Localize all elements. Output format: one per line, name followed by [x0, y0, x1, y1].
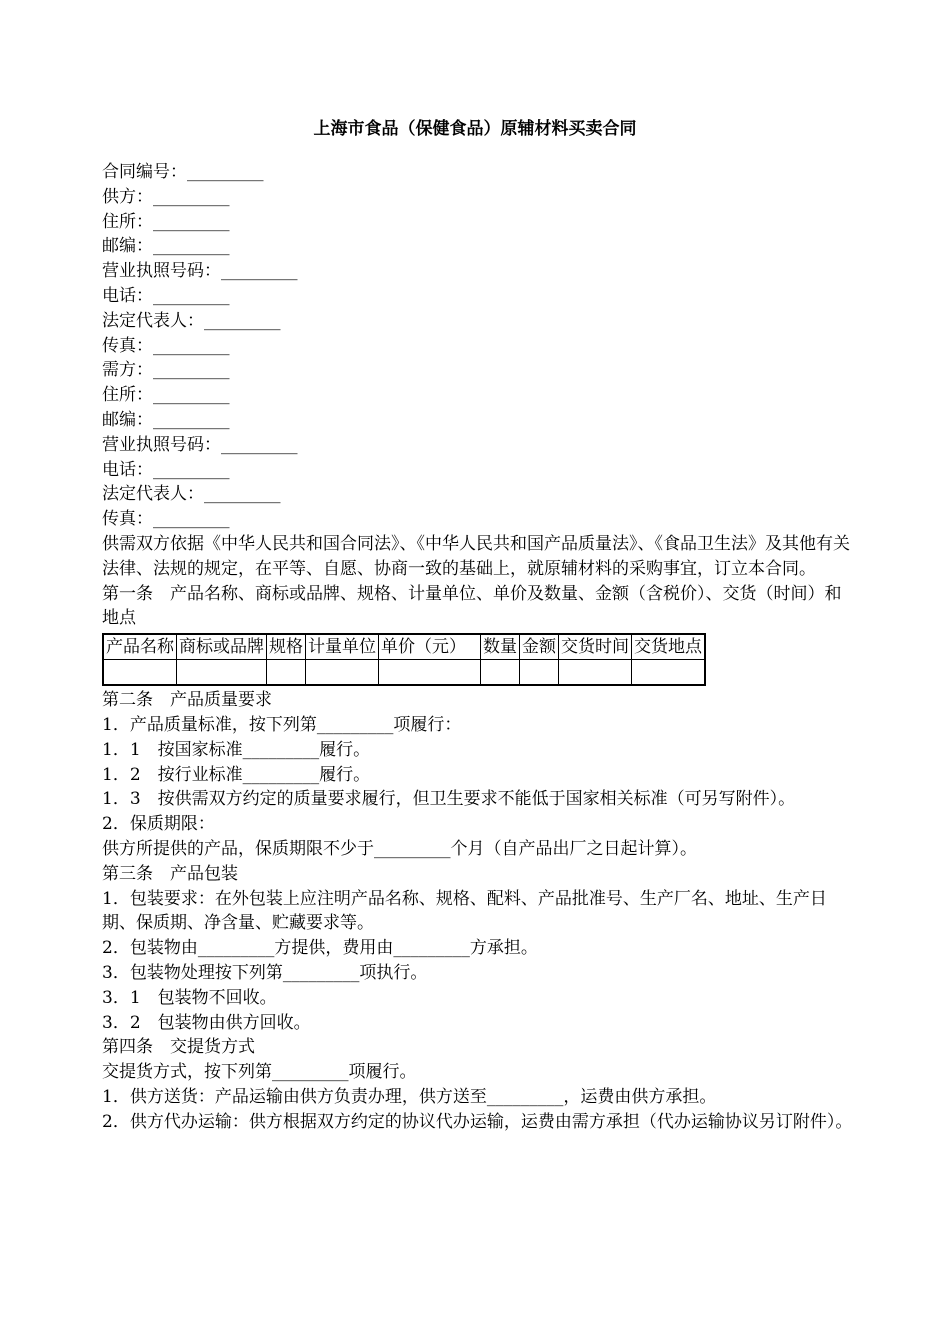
supplier-phone-line: 电话：_________ [102, 285, 230, 306]
preamble-paragraph: 供需双方依据《中华人民共和国合同法》、《中华人民共和国产品质量法》、《食品卫生法》及其他有关法律、法规的规定，在平等、自愿、协商一致的基础上，就原辅材料的采购事宜，订立本合同。 [102, 533, 850, 579]
supplier-delivery-line: 1．供方送货：产品运输由供方负责办理，供方送至_________，运费由供方承担。 [102, 1086, 717, 1107]
table-header-cell: 数量 [481, 634, 520, 660]
table-header-cell: 计量单位 [306, 634, 379, 660]
article-4-heading: 第四条 交提货方式 [102, 1037, 255, 1058]
table-header-cell: 交货地点 [632, 634, 706, 660]
article-2-heading: 第二条 产品质量要求 [102, 690, 272, 711]
shelf-life-heading: 2．保质期限： [102, 814, 215, 835]
table-header-cell: 金额 [520, 634, 559, 660]
supplier-license-line: 营业执照号码：_________ [102, 261, 298, 282]
supplier-address-line: 住所：_________ [102, 211, 230, 232]
packaging-requirement-paragraph: 1．包装要求：在外包装上应注明产品名称、规格、配料、产品批准号、生产厂名、地址、生产日期、保质期、净含量、贮藏要求等。 [102, 888, 827, 934]
buyer-fax-line: 传真：_________ [102, 509, 230, 530]
agent-transport-paragraph: 2．供方代办运输：供方根据双方约定的协议代办运输，运费由需方承担（代办运输协议另订附件）。 [102, 1111, 853, 1132]
table-header-cell: 产品名称 [103, 634, 177, 660]
table-cell [520, 660, 559, 686]
document-title: 上海市食品（保健食品）原辅材料买卖合同 [313, 119, 637, 139]
article-1-heading: 第一条 产品名称、商标或品牌、规格、计量单位、单价及数量、金额（含税价）、交货（时间）和地点 [102, 583, 842, 629]
supplier-fax-line: 传真：_________ [102, 335, 230, 356]
buyer-postcode-line: 邮编：_________ [102, 409, 230, 430]
table-cell [559, 660, 632, 686]
table-cell [177, 660, 267, 686]
buyer-license-line: 营业执照号码：_________ [102, 434, 298, 455]
buyer-representative-line: 法定代表人：_________ [102, 484, 281, 505]
shelf-life-line: 供方所提供的产品，保质期限不少于_________个月（自产品出厂之日起计算）。 [102, 838, 697, 859]
table-cell [103, 660, 177, 686]
supplier-line: 供方：_________ [102, 186, 230, 207]
industry-standard-line: 1．2 按行业标准_________履行。 [102, 764, 371, 785]
table-row [103, 660, 705, 686]
table-header-row [103, 634, 705, 660]
national-standard-line: 1．1 按国家标准_________履行。 [102, 739, 371, 760]
table-cell [379, 660, 481, 686]
buyer-phone-line: 电话：_________ [102, 459, 230, 480]
table-header-cell: 交货时间 [559, 634, 632, 660]
table-cell [306, 660, 379, 686]
delivery-method-line: 交提货方式，按下列第_________项履行。 [102, 1062, 417, 1083]
packaging-supply-line: 2．包装物由_________方提供，费用由_________方承担。 [102, 938, 538, 959]
packaging-recycle-line: 3．2 包装物由供方回收。 [102, 1012, 311, 1033]
table-cell [632, 660, 706, 686]
table-header-cell: 规格 [267, 634, 306, 660]
packaging-handling-line: 3．包装物处理按下列第_________项执行。 [102, 962, 428, 983]
agreed-standard-paragraph: 1．3 按供需双方约定的质量要求履行，但卫生要求不能低于国家相关标准（可另写附件）。 [102, 789, 796, 810]
table-header-cell: 商标或品牌 [177, 634, 267, 660]
buyer-line: 需方：_________ [102, 360, 230, 381]
supplier-postcode-line: 邮编：_________ [102, 236, 230, 257]
table-header-cell: 单价（元） [379, 634, 481, 660]
table-cell [267, 660, 306, 686]
table-cell [481, 660, 520, 686]
supplier-representative-line: 法定代表人：_________ [102, 310, 281, 331]
product-table [102, 633, 706, 686]
packaging-no-recycle-line: 3．1 包装物不回收。 [102, 987, 277, 1008]
buyer-address-line: 住所：_________ [102, 385, 230, 406]
contract-number-line: 合同编号：_________ [102, 162, 264, 182]
quality-standard-line: 1．产品质量标准，按下列第_________项履行： [102, 714, 462, 735]
article-3-heading: 第三条 产品包装 [102, 863, 238, 884]
document-body [102, 160, 854, 1134]
